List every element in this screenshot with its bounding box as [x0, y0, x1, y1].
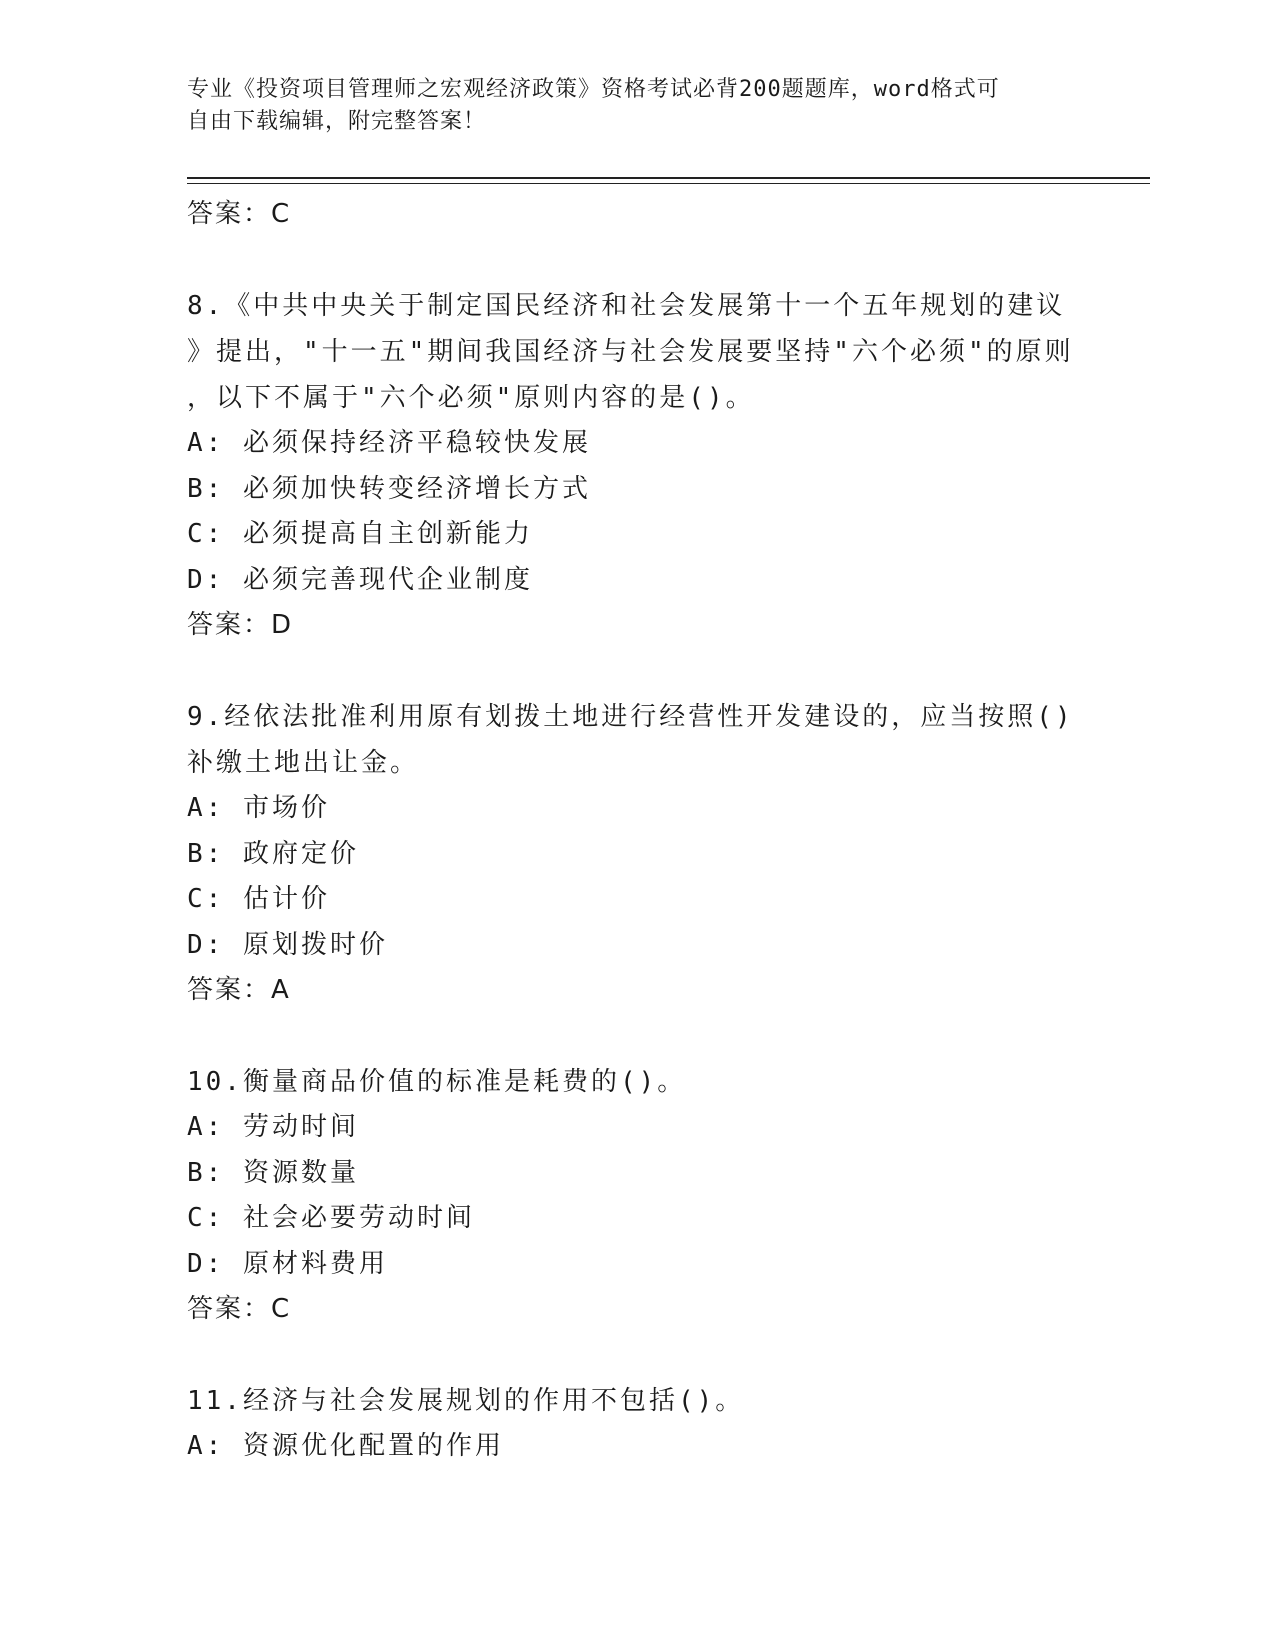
option-c: C: 必须提高自主创新能力 [187, 519, 533, 549]
question-content [187, 192, 1087, 1470]
option-d: D: 必须完善现代企业制度 [187, 564, 533, 595]
document-header [187, 74, 1067, 138]
question-text: ，以下不属于"六个必须"原则内容的是()。 [187, 383, 755, 413]
option-d: D: 原材料费用 [187, 1248, 388, 1279]
option-d: D: 原划拨时价 [187, 929, 388, 960]
question-block [187, 694, 1087, 1013]
option-b: B: 资源数量 [187, 1157, 359, 1188]
question-block [187, 283, 1087, 648]
question-block [187, 1378, 1087, 1470]
answer-line: 答案：D [187, 610, 294, 640]
question-text: 10.衡量商品价值的标准是耗费的()。 [187, 1067, 687, 1097]
option-b: B: 必须加快转变经济增长方式 [187, 473, 591, 504]
question-block [187, 1059, 1087, 1332]
option-a: A: 劳动时间 [187, 1112, 359, 1142]
question-text: 9.经依法批准利用原有划拨土地进行经营性开发建设的，应当按照() [187, 702, 1074, 732]
answer-line: 答案：A [187, 975, 291, 1005]
header-divider-thick [187, 177, 1150, 179]
option-c: C: 估计价 [187, 884, 330, 914]
question-text: 》提出，"十一五"期间我国经济与社会发展要坚持"六个必须"的原则 [187, 337, 1074, 367]
question-text: 8.《中共中央关于制定国民经济和社会发展第十一个五年规划的建议 [187, 291, 1066, 321]
option-a: A: 资源优化配置的作用 [187, 1431, 504, 1461]
header-divider-thin [187, 183, 1150, 184]
header-line-1: 专业《投资项目管理师之宏观经济政策》资格考试必背200题题库，word格式可 [187, 77, 1000, 102]
answer-line: 答案：C [187, 199, 292, 229]
option-b: B: 政府定价 [187, 838, 359, 869]
question-text: 补缴土地出让金。 [187, 748, 420, 778]
answer-line: 答案：C [187, 1294, 292, 1324]
header-line-2: 自由下载编辑，附完整答案！ [187, 109, 487, 134]
option-a: A: 必须保持经济平稳较快发展 [187, 428, 591, 458]
option-a: A: 市场价 [187, 793, 330, 823]
question-text: 11.经济与社会发展规划的作用不包括()。 [187, 1386, 745, 1416]
option-c: C: 社会必要劳动时间 [187, 1203, 475, 1233]
